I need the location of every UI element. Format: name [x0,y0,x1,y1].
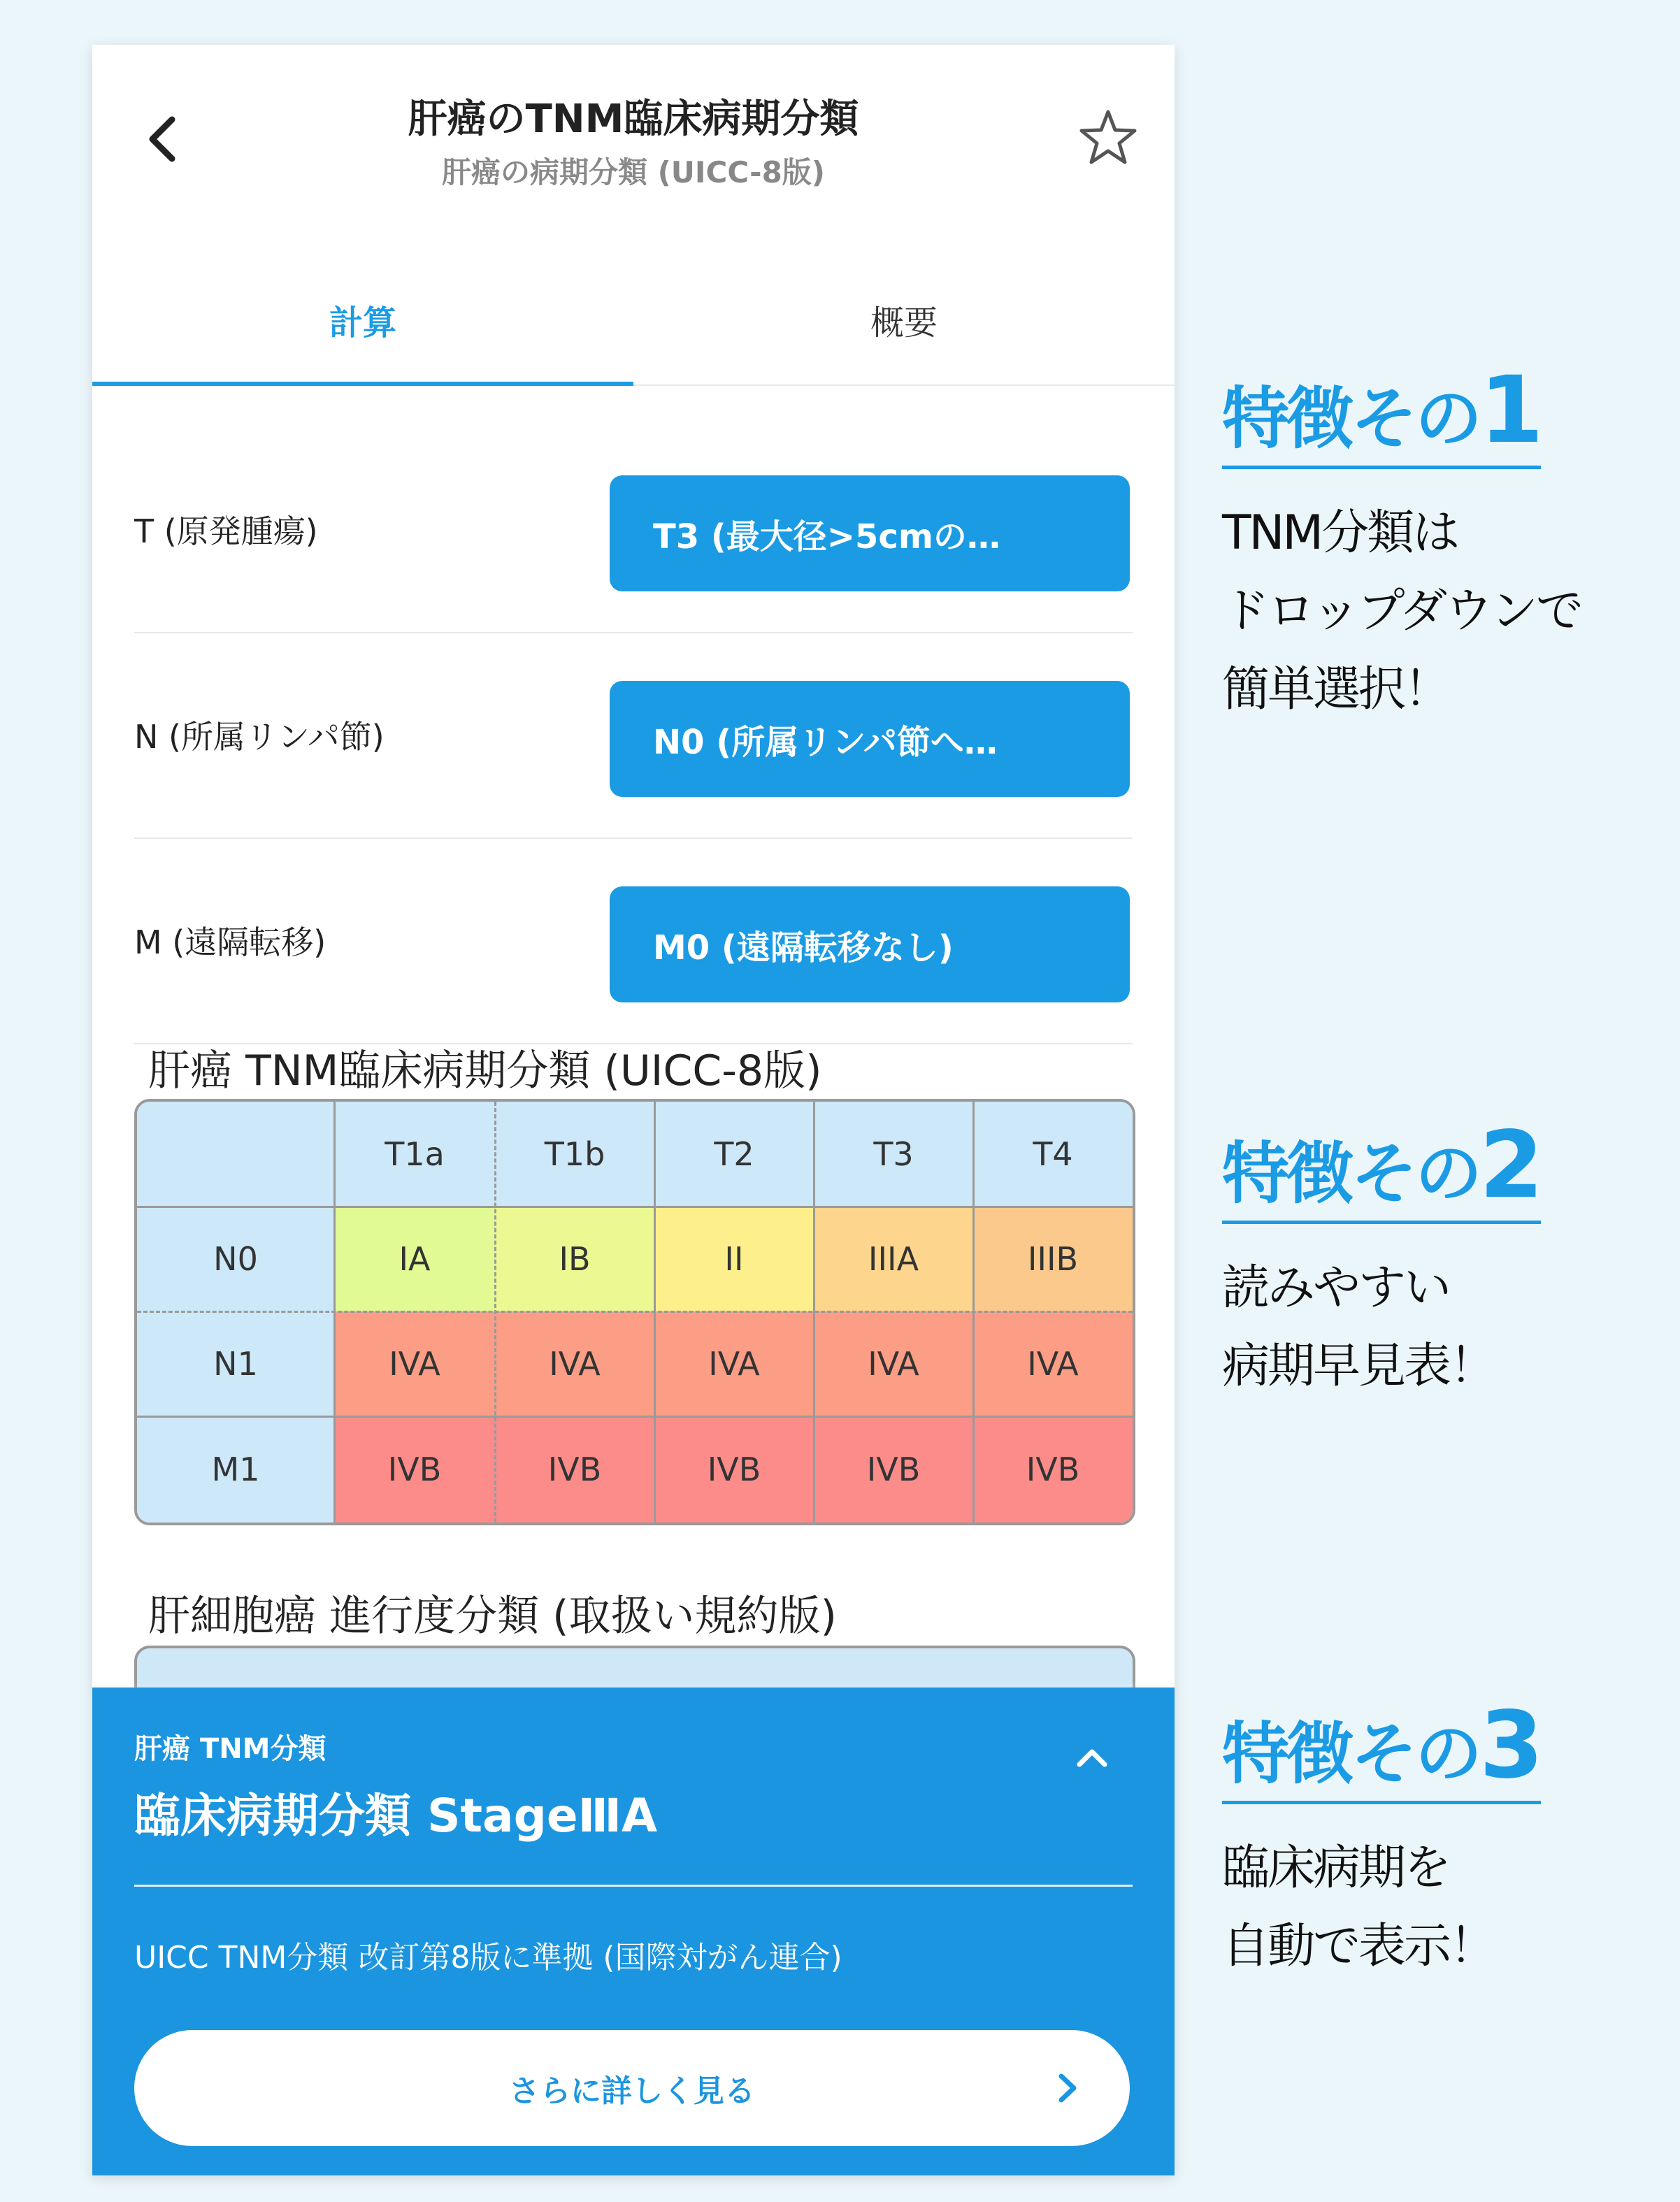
result-category: 肝癌 TNM分類 [134,1733,326,1765]
chevron-right-icon [1053,2071,1081,2106]
row-header: N0 [137,1207,334,1311]
feature-description [1222,1249,1541,1406]
table-grid-line [137,1416,1133,1418]
tab-overview[interactable]: 概要 [870,303,938,343]
feature-line: 自動で表示！ [1222,1919,1495,1974]
table-grid-line [137,1311,1133,1313]
stage-table [134,1099,1135,1525]
m-dropdown[interactable]: M0 (遠隔転移なし) [610,886,1130,1002]
stage-cell: IB [495,1207,654,1311]
feature-1 [1222,357,1581,729]
page-subtitle: 肝癌の病期分類 (UICC-8版) [441,155,825,189]
stage-cell: IVA [654,1311,814,1416]
chevron-left-icon [141,111,183,167]
collapse-button[interactable] [1071,1736,1113,1778]
stage-cell: IVB [973,1416,1133,1523]
table-grid-line [137,1206,1133,1208]
feature-line: 読みやすい [1222,1260,1450,1316]
stage-cell: IVA [495,1311,654,1416]
feature-line: ドロップダウンで [1222,584,1581,639]
back-button[interactable] [141,111,183,167]
feature-heading [1222,1111,1541,1224]
selector-row-m [134,837,1133,1044]
row-header: M1 [137,1416,334,1523]
column-header: T1a [334,1102,495,1207]
t-dropdown[interactable]: T3 (最大径>5cmの… [610,475,1130,591]
app-header [92,45,1175,206]
more-details-label: さらに詳しく見る [509,2073,755,2109]
column-header: T2 [654,1102,814,1207]
result-panel [92,1688,1175,2175]
stage-cell: IVA [334,1311,495,1416]
n-dropdown[interactable]: N0 (所属リンパ節へ… [610,681,1130,797]
stage-cell: IVB [654,1416,814,1523]
stage-cell: IVA [814,1311,973,1416]
selector-row-n [134,632,1133,839]
table-corner-cell [137,1102,334,1207]
feature-prefix: 特徴その [1222,1135,1479,1213]
selector-label: T (原発腫瘍) [134,512,318,550]
stage-cell: IVB [814,1416,973,1523]
stage-cell: IA [334,1207,495,1311]
star-icon [1077,106,1140,169]
stage-table-title: 肝癌 TNM臨床病期分類 (UICC-8版) [148,1046,822,1095]
selector-row-t [134,426,1133,633]
feature-number: 2 [1479,1111,1541,1219]
feature-prefix: 特徴その [1222,1715,1479,1793]
more-details-button[interactable] [134,2030,1130,2146]
feature-line: TNM分類は [1222,505,1458,561]
feature-line: 臨床病期を [1222,1841,1450,1896]
row-header: N1 [137,1311,334,1416]
column-header: T1b [495,1102,654,1207]
selector-label: M (遠隔転移) [134,923,326,961]
feature-prefix: 特徴その [1222,380,1479,458]
result-stage: 臨床病期分類 StageⅢA [134,1789,658,1843]
feature-heading [1222,1692,1541,1804]
page-title: 肝癌のTNM臨床病期分類 [408,96,859,142]
feature-description [1222,494,1581,729]
stage-cell: IIIA [814,1207,973,1311]
feature-line: 病期早見表！ [1222,1339,1495,1394]
stage-cell: II [654,1207,814,1311]
feature-number: 3 [1479,1692,1541,1799]
column-header: T4 [973,1102,1133,1207]
tab-calc[interactable]: 計算 [92,254,633,384]
column-header: T3 [814,1102,973,1207]
divider [134,1885,1133,1887]
favorite-button[interactable] [1077,106,1140,169]
result-note: UICC TNM分類 改訂第8版に準拠 (国際対がん連合) [134,1940,842,1976]
feature-number: 1 [1479,357,1541,464]
stage-cell: IVB [495,1416,654,1523]
app-screen [92,45,1175,2175]
feature-description [1222,1829,1541,1986]
feature-2 [1222,1111,1541,1406]
tab-bar [92,254,1175,386]
feature-heading [1222,357,1541,469]
feature-line: 簡単選択！ [1222,662,1450,717]
stage-cell: IVA [973,1311,1133,1416]
feature-3 [1222,1692,1541,1986]
stage-cell: IIIB [973,1207,1133,1311]
selector-label: N (所属リンパ節) [134,718,385,756]
progression-table-title: 肝細胞癌 進行度分類 (取扱い規約版) [148,1592,837,1641]
chevron-up-icon [1071,1736,1113,1778]
stage-cell: IVB [334,1416,495,1523]
